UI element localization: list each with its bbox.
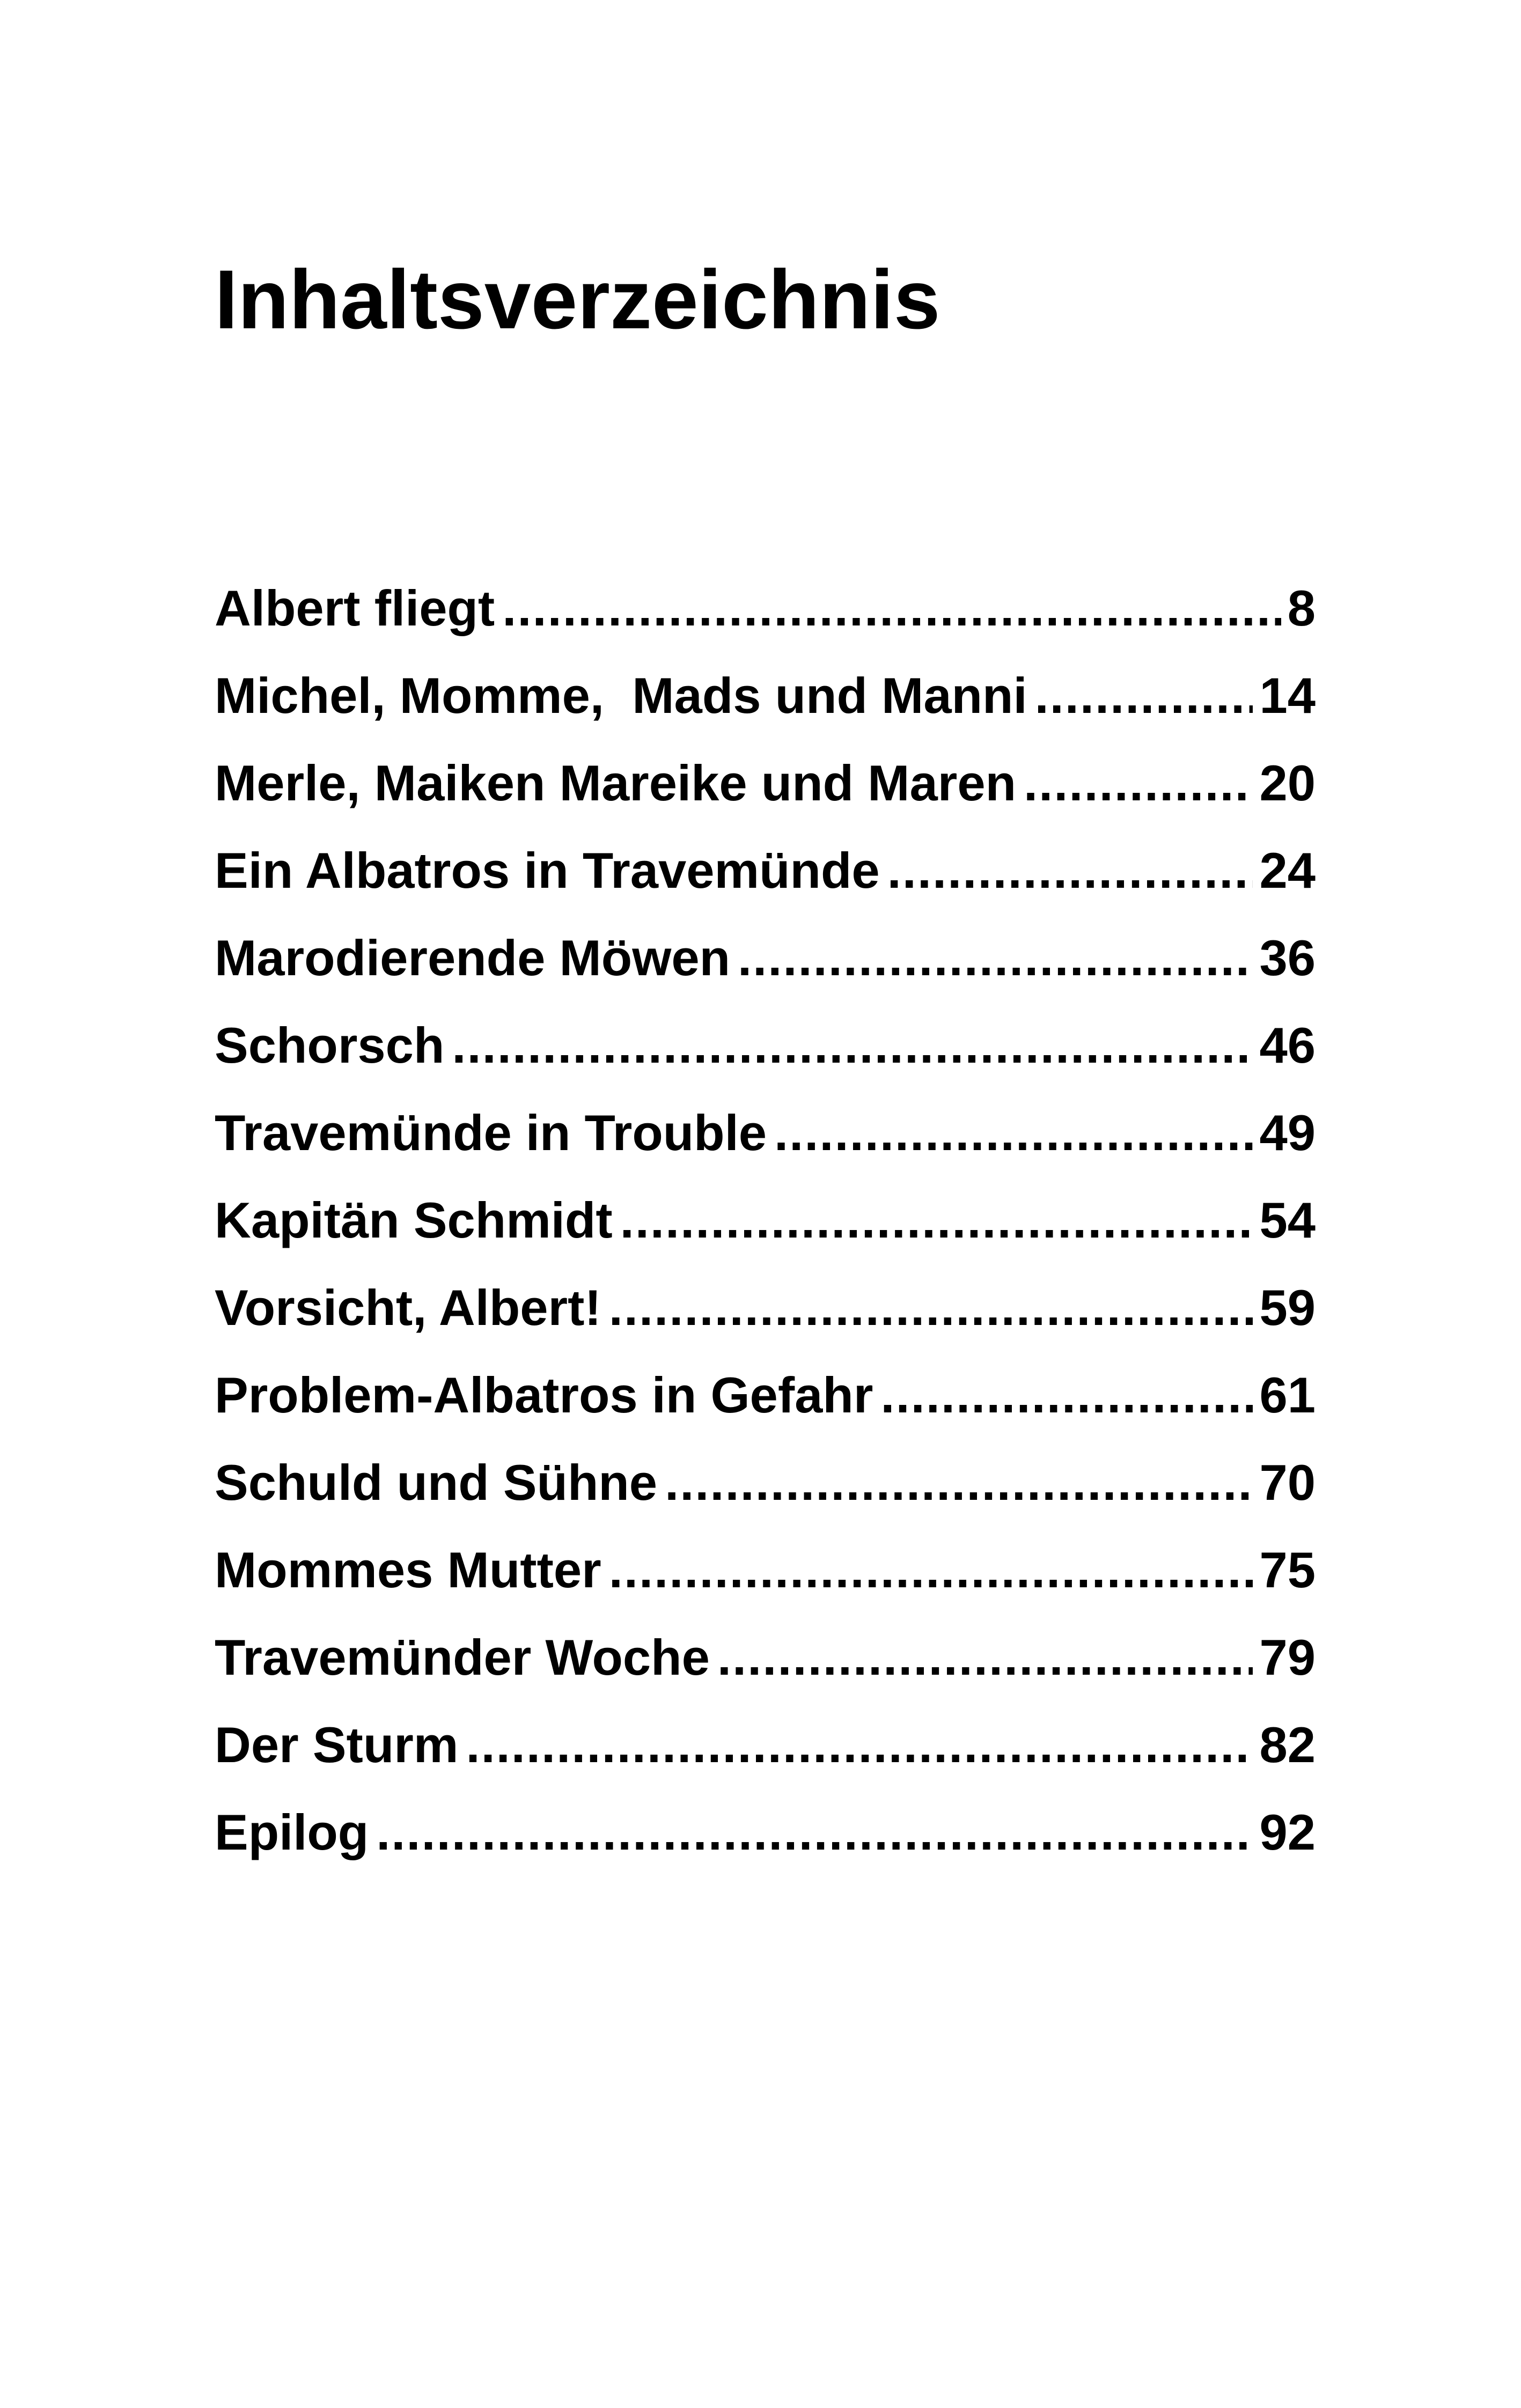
toc-entry xyxy=(215,1279,1316,1366)
toc-entry xyxy=(215,1454,1316,1541)
dot-leader xyxy=(452,1017,1253,1074)
toc-entry-page: 75 xyxy=(1259,1542,1316,1598)
toc-entry-page: 54 xyxy=(1259,1192,1316,1248)
toc-entry xyxy=(215,1191,1316,1279)
dot-leader xyxy=(376,1803,1253,1861)
toc-entry-page: 82 xyxy=(1259,1717,1316,1773)
toc-entry xyxy=(215,1716,1316,1803)
toc-entry-page: 92 xyxy=(1259,1804,1316,1860)
dot-leader xyxy=(1035,667,1253,725)
dot-leader xyxy=(609,1541,1253,1599)
toc-entry-title: Travemünder Woche xyxy=(215,1629,710,1685)
toc-entry-page: 8 xyxy=(1287,580,1316,636)
page-title: Inhaltsverzeichnis xyxy=(215,253,940,347)
toc-entry xyxy=(215,1017,1316,1104)
toc-entry xyxy=(215,1803,1316,1891)
toc-entry-title: Marodierende Möwen xyxy=(215,930,731,986)
toc-entry xyxy=(215,1104,1316,1191)
toc-entry-page: 46 xyxy=(1259,1017,1316,1073)
dot-leader xyxy=(880,1366,1253,1424)
toc-entry-page: 24 xyxy=(1259,842,1316,899)
toc-entry xyxy=(215,1629,1316,1716)
toc-entry-title: Albert fliegt xyxy=(215,580,495,636)
toc-entry-page: 79 xyxy=(1259,1629,1316,1685)
toc-entry xyxy=(215,754,1316,842)
toc-entry-title: Vorsicht, Albert! xyxy=(215,1279,601,1336)
dot-leader xyxy=(738,929,1253,987)
toc-entry-title: Problem-Albatros in Gefahr xyxy=(215,1367,873,1423)
dot-leader xyxy=(717,1629,1253,1687)
dot-leader xyxy=(609,1279,1253,1337)
toc-entry xyxy=(215,667,1316,754)
toc-entry-title: Michel, Momme, Mads und Manni xyxy=(215,667,1027,724)
toc-entry-title: Merle, Maiken Mareike und Maren xyxy=(215,755,1017,811)
toc-entry-title: Ein Albatros in Travemünde xyxy=(215,842,880,899)
dot-leader xyxy=(774,1104,1253,1162)
toc-entry-page: 49 xyxy=(1259,1104,1316,1161)
toc-entry-title: Epilog xyxy=(215,1804,369,1860)
dot-leader xyxy=(502,579,1281,637)
dot-leader xyxy=(466,1716,1253,1774)
toc-entry-page: 70 xyxy=(1259,1454,1316,1511)
toc-entry-title: Mommes Mutter xyxy=(215,1542,601,1598)
toc-entry-title: Kapitän Schmidt xyxy=(215,1192,613,1248)
toc-entry-page: 20 xyxy=(1259,755,1316,811)
toc-entry xyxy=(215,842,1316,929)
dot-leader xyxy=(665,1454,1253,1512)
table-of-contents xyxy=(215,579,1316,1891)
toc-entry xyxy=(215,579,1316,667)
toc-entry-page: 36 xyxy=(1259,930,1316,986)
toc-entry-page: 61 xyxy=(1259,1367,1316,1423)
dot-leader xyxy=(1024,754,1253,812)
dot-leader xyxy=(620,1191,1253,1249)
toc-entry xyxy=(215,1541,1316,1629)
toc-entry-page: 14 xyxy=(1259,667,1316,724)
toc-entry-title: Schuld und Sühne xyxy=(215,1454,658,1511)
toc-entry-title: Der Sturm xyxy=(215,1717,459,1773)
toc-entry-title: Travemünde in Trouble xyxy=(215,1104,767,1161)
dot-leader xyxy=(887,842,1253,900)
toc-entry xyxy=(215,929,1316,1017)
toc-entry-title: Schorsch xyxy=(215,1017,445,1073)
toc-entry-page: 59 xyxy=(1259,1279,1316,1336)
toc-entry xyxy=(215,1366,1316,1454)
